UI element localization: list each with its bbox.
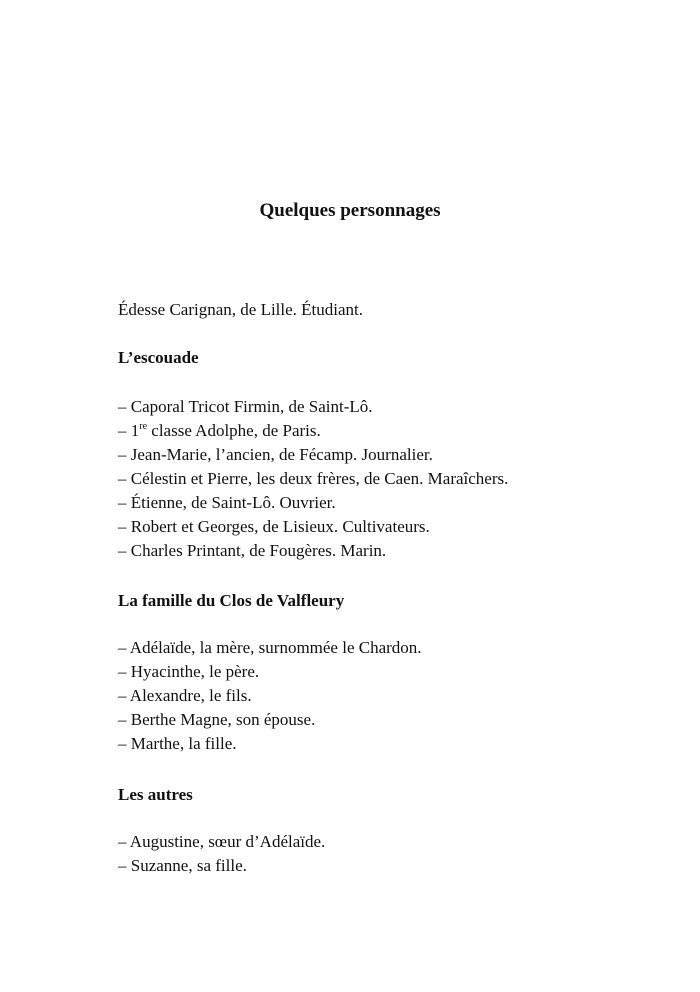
list-item: – Alexandre, le fils.	[118, 686, 252, 705]
list-item: – Suzanne, sa fille.	[118, 856, 247, 875]
list-item: – Étienne, de Saint-Lô. Ouvrier.	[118, 493, 336, 512]
section-heading-autres: Les autres	[118, 785, 193, 804]
list-item-prefix: – 1	[118, 421, 140, 440]
list-item: – Hyacinthe, le père.	[118, 662, 260, 681]
list-item: – Célestin et Pierre, les deux frères, de Caen. Maraîchers.	[118, 469, 509, 488]
list-item-text: classe Adolphe, de Paris.	[147, 421, 321, 440]
section-heading-famille: La famille du Clos de Valfleury	[118, 591, 345, 610]
list-item: – Marthe, la fille.	[118, 734, 237, 753]
list-item-superscript: re	[139, 421, 148, 432]
list-item: – Adélaïde, la mère, surnommée le Chardon.	[118, 638, 422, 657]
list-item: – Robert et Georges, de Lisieux. Cultivateurs.	[118, 517, 430, 536]
list-item: – Jean-Marie, l’ancien, de Fécamp. Journalier.	[118, 445, 433, 464]
list-item: – Charles Printant, de Fougères. Marin.	[118, 541, 387, 560]
page-title: Quelques personnages	[259, 200, 441, 221]
intro-line: Édesse Carignan, de Lille. Étudiant.	[118, 300, 364, 319]
list-item: – Caporal Tricot Firmin, de Saint-Lô.	[118, 397, 373, 416]
list-item: – Berthe Magne, son épouse.	[118, 710, 316, 729]
list-item	[118, 421, 321, 441]
section-heading-escouade: L’escouade	[118, 348, 199, 367]
list-item: – Augustine, sœur d’Adélaïde.	[118, 832, 326, 851]
